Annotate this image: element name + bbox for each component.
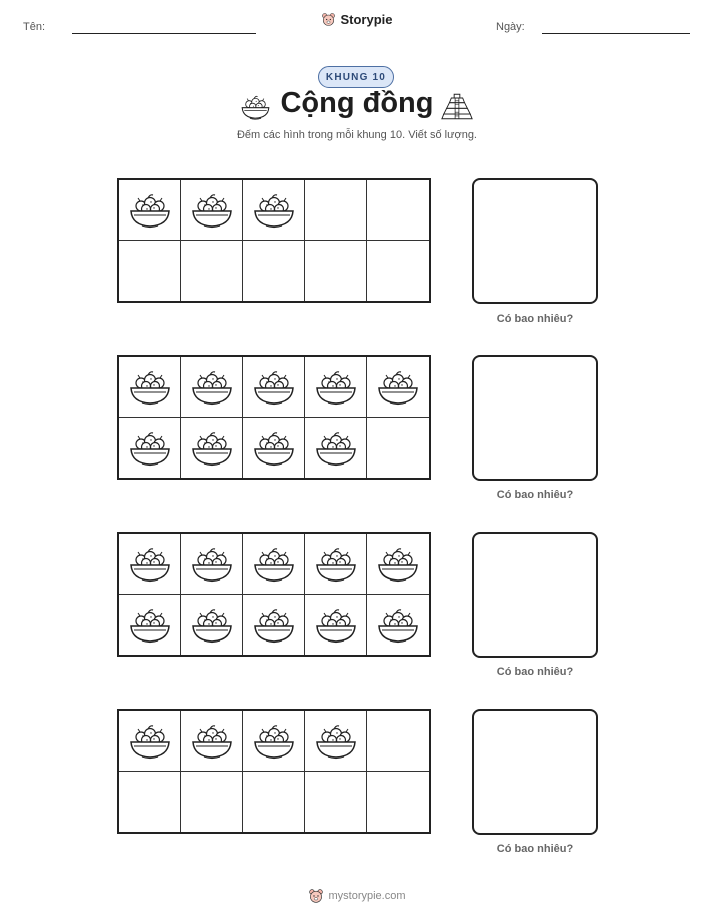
frame-cell bbox=[181, 241, 243, 302]
frame-cell bbox=[181, 357, 243, 418]
frame-cell bbox=[181, 534, 243, 595]
question-label: Có bao nhiêu? bbox=[496, 489, 574, 501]
frame-cell bbox=[119, 772, 181, 833]
name-line[interactable] bbox=[72, 33, 256, 34]
frame-cell bbox=[367, 241, 429, 302]
ten-frame bbox=[117, 355, 431, 480]
fruit-bowl-icon bbox=[314, 721, 358, 761]
fruit-bowl-icon bbox=[190, 428, 234, 468]
fruit-bowl-icon bbox=[252, 721, 296, 761]
brand-name: Storypie bbox=[340, 12, 393, 27]
name-label: Tên: bbox=[23, 21, 46, 33]
frame-cell bbox=[119, 357, 181, 418]
frame-cell bbox=[305, 595, 367, 656]
frame-cell bbox=[305, 241, 367, 302]
date-label: Ngày: bbox=[496, 21, 525, 33]
brand bbox=[0, 12, 714, 27]
frame-cell bbox=[367, 711, 429, 772]
frame-cell bbox=[305, 534, 367, 595]
ten-frame bbox=[117, 532, 431, 657]
fruit-bowl-icon bbox=[128, 605, 172, 645]
frame-cell bbox=[243, 534, 305, 595]
frame-cell bbox=[243, 711, 305, 772]
answer-box[interactable] bbox=[472, 178, 598, 304]
fruit-bowl-icon bbox=[190, 605, 234, 645]
frame-cell bbox=[367, 772, 429, 833]
fruit-bowl-icon bbox=[252, 544, 296, 584]
frame-cell bbox=[367, 595, 429, 656]
fruit-bowl-icon bbox=[376, 367, 420, 407]
frame-cell bbox=[181, 180, 243, 241]
page-title: Cộng đồng bbox=[280, 87, 434, 119]
question-label: Có bao nhiêu? bbox=[496, 313, 574, 325]
fruit-bowl-icon bbox=[128, 428, 172, 468]
fruit-bowl-icon bbox=[190, 190, 234, 230]
frame-cell bbox=[119, 241, 181, 302]
storypie-logo-icon bbox=[321, 12, 336, 27]
footer-site: mystorypie.com bbox=[328, 890, 406, 902]
frame-cell bbox=[119, 711, 181, 772]
frame-cell bbox=[243, 180, 305, 241]
ten-frame bbox=[117, 709, 431, 834]
fruit-bowl-icon bbox=[252, 367, 296, 407]
fruit-bowl-icon bbox=[376, 605, 420, 645]
storypie-logo-icon bbox=[308, 888, 324, 904]
pyramid-temple-icon bbox=[440, 92, 474, 121]
fruit-bowl-icon bbox=[190, 367, 234, 407]
frame-cell bbox=[367, 180, 429, 241]
fruit-bowl-icon bbox=[128, 721, 172, 761]
frame-cell bbox=[305, 180, 367, 241]
fruit-bowl-icon bbox=[314, 544, 358, 584]
frame-cell bbox=[243, 241, 305, 302]
fruit-bowl-icon bbox=[314, 367, 358, 407]
frame-cell bbox=[243, 357, 305, 418]
frame-cell bbox=[243, 418, 305, 479]
frame-cell bbox=[243, 595, 305, 656]
fruit-bowl-icon bbox=[128, 544, 172, 584]
fruit-bowl-icon bbox=[314, 605, 358, 645]
frame-cell bbox=[181, 595, 243, 656]
fruit-bowl-icon bbox=[252, 190, 296, 230]
frame-cell bbox=[305, 711, 367, 772]
fruit-bowl-icon bbox=[314, 428, 358, 468]
frame-cell bbox=[181, 772, 243, 833]
fruit-bowl-icon bbox=[252, 428, 296, 468]
fruit-bowl-icon bbox=[190, 721, 234, 761]
frame-cell bbox=[119, 595, 181, 656]
frame-cell bbox=[367, 534, 429, 595]
fruit-bowl-icon bbox=[128, 190, 172, 230]
frame-cell bbox=[305, 357, 367, 418]
frame-cell bbox=[181, 418, 243, 479]
frame-cell bbox=[305, 772, 367, 833]
instructions: Đếm các hình trong mỗi khung 10. Viết số lượng. bbox=[236, 129, 477, 141]
ten-frame bbox=[117, 178, 431, 303]
question-label: Có bao nhiêu? bbox=[496, 843, 574, 855]
fruit-bowl-icon bbox=[252, 605, 296, 645]
frame-cell bbox=[367, 418, 429, 479]
frame-cell bbox=[119, 418, 181, 479]
question-label: Có bao nhiêu? bbox=[496, 666, 574, 678]
footer bbox=[0, 888, 714, 904]
frame-cell bbox=[119, 534, 181, 595]
frame-cell bbox=[243, 772, 305, 833]
worksheet-type-badge: KHUNG 10 bbox=[318, 66, 394, 88]
frame-cell bbox=[367, 357, 429, 418]
frame-cell bbox=[119, 180, 181, 241]
answer-box[interactable] bbox=[472, 709, 598, 835]
fruit-bowl-icon bbox=[376, 544, 420, 584]
answer-box[interactable] bbox=[472, 532, 598, 658]
fruit-bowl-icon bbox=[128, 367, 172, 407]
fruit-bowl-icon bbox=[190, 544, 234, 584]
answer-box[interactable] bbox=[472, 355, 598, 481]
frame-cell bbox=[181, 711, 243, 772]
date-line[interactable] bbox=[542, 33, 690, 34]
frame-cell bbox=[305, 418, 367, 479]
